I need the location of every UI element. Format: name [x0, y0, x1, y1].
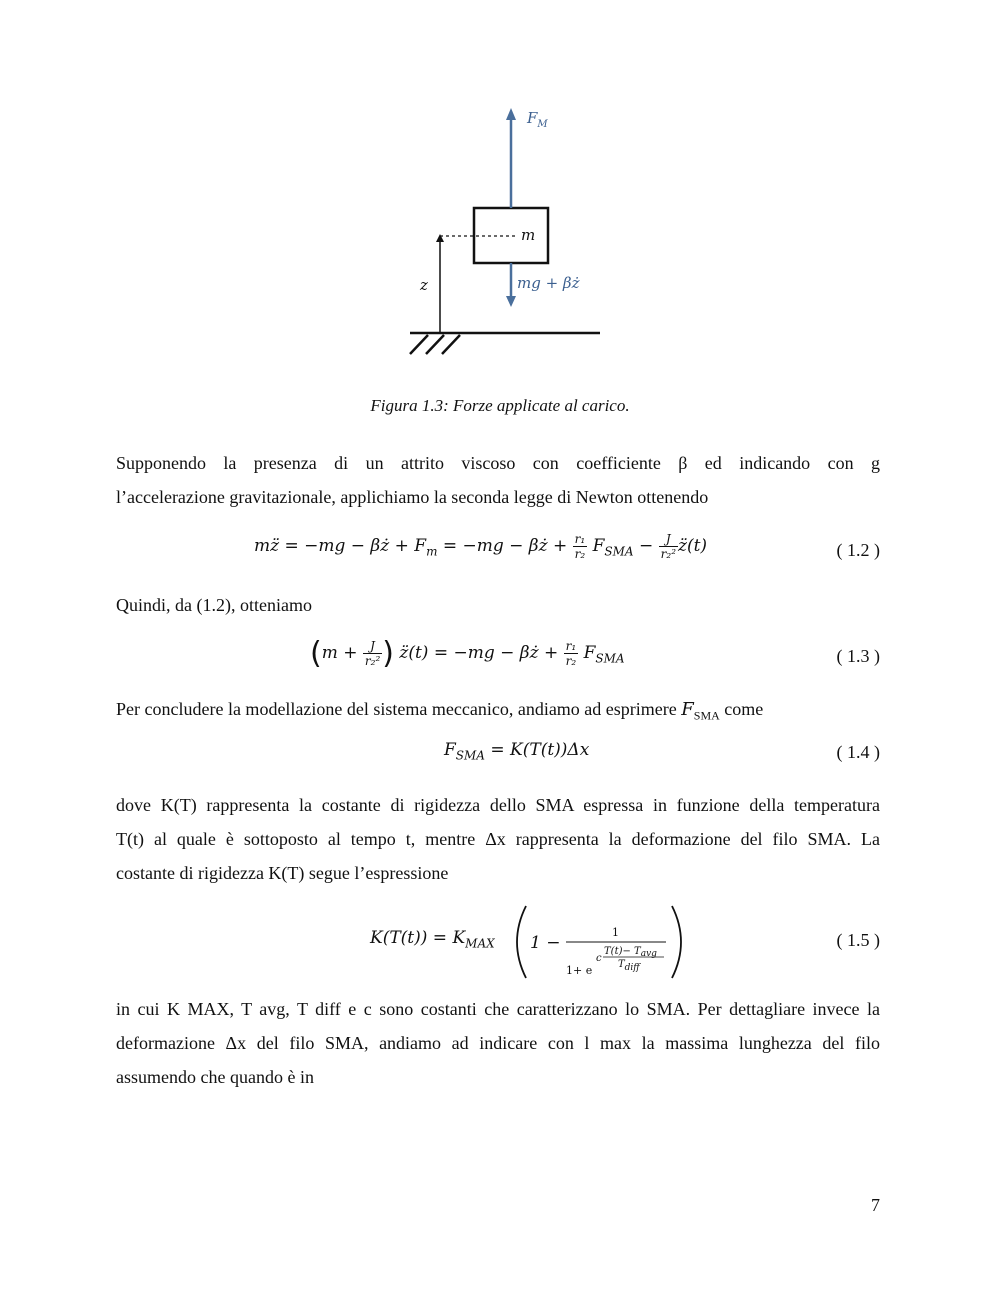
- figure-caption: Figura 1.3: Forze applicate al carico.: [370, 396, 630, 415]
- page-number: 7: [871, 1195, 880, 1215]
- eq-one: 1 −: [530, 933, 561, 953]
- equation-1-2: mz̈ = −mg − βż + $F_m = -mg$ − βż + $\frac{\text{r₁}}{\text{r₂}}$ $F_{SMA}$ − $\frac{J}{\text{r₂²}}$ z̈(t) ( 1.2 ): [254, 532, 880, 561]
- text-line: costante di rigidezza K(T) segue l’espressione: [116, 863, 449, 883]
- equation-number: ( 1.5 ): [836, 930, 880, 950]
- force-diagram: [400, 100, 610, 360]
- text-line: assumendo che quando è in: [116, 1067, 314, 1087]
- exp-num: T(t)− Tavg: [604, 946, 657, 959]
- force-up-label: $F_M$: [527, 109, 548, 130]
- exp-c: c: [596, 953, 602, 964]
- paragraph: [116, 446, 880, 480]
- paragraph: [116, 1026, 880, 1060]
- height-arrow-head: [436, 234, 444, 242]
- text-line: dove K(T) rappresenta la costante di rigidezza dello SMA espressa in funzione della temperatura: [116, 795, 880, 815]
- text-line: Supponendo la presenza di un attrito viscoso con coefficiente β ed indicando con g: [116, 453, 880, 473]
- text-line: l’accelerazione gravitazionale, applichiamo la seconda legge di Newton ottenendo: [116, 487, 709, 507]
- paragraph: Per concludere la modellazione del sistema meccanico, andiamo ad esprimere $F_{SMA}$ come: [116, 699, 764, 723]
- paragraph: [116, 588, 880, 622]
- paragraph: [116, 788, 880, 822]
- ground-hatch-1: [410, 335, 428, 354]
- text-line: Quindi, da (1.2), otteniamo: [116, 595, 312, 615]
- mass-label: m: [521, 226, 536, 244]
- paragraph: [116, 822, 880, 856]
- frac-den-base: 1+ e: [566, 964, 593, 977]
- paragraph: [116, 480, 880, 514]
- equation-1-4: $F_{SMA} = K(T(t))\Delta x$ ( 1.4 ): [444, 740, 880, 763]
- equation-number: ( 1.3 ): [836, 646, 880, 666]
- paragraph: [116, 992, 880, 1026]
- height-label: z: [420, 276, 428, 294]
- ground-hatch-2: [426, 335, 444, 354]
- equation-1-5-bracket: [512, 904, 692, 980]
- ground-hatch-3: [442, 335, 460, 354]
- equation-1-3: (m + $\frac{J}{\text{r₂²}}$ ) z̈(t) = −mg − βż + $\frac{\text{r₁}}{\text{r₂}}$ $F_{SMA}$ ( 1.3 ): [310, 636, 880, 671]
- equation-number: ( 1.2 ): [836, 540, 880, 560]
- force-down-label: mg + βż: [517, 274, 580, 292]
- force-down-arrow-head: [506, 296, 516, 307]
- force-up-arrow-head: [506, 108, 516, 120]
- mass-block: [474, 208, 548, 263]
- text-line: deformazione Δx del filo SMA, andiamo ad indicare con l max la massima lunghezza del filo: [116, 1033, 880, 1053]
- paragraph: [116, 856, 880, 890]
- text-line: T(t) al quale è sottoposto al tempo t, mentre Δx rappresenta la deformazione del filo SMA. La: [116, 829, 880, 849]
- paragraph: [116, 1060, 880, 1094]
- equation-number: ( 1.4 ): [836, 742, 880, 762]
- exp-den: Tdiff: [618, 959, 640, 973]
- frac-num: 1: [612, 926, 619, 939]
- equation-1-5: $K(T(t)) = K_{MAX}$ 1 − 1 1+ e c T(t)− Tavg Tdiff ( 1.5 ): [116, 904, 880, 980]
- text-line: in cui K MAX, T avg, T diff e c sono costanti che caratterizzano lo SMA. Per dettagliare invece la: [116, 999, 880, 1019]
